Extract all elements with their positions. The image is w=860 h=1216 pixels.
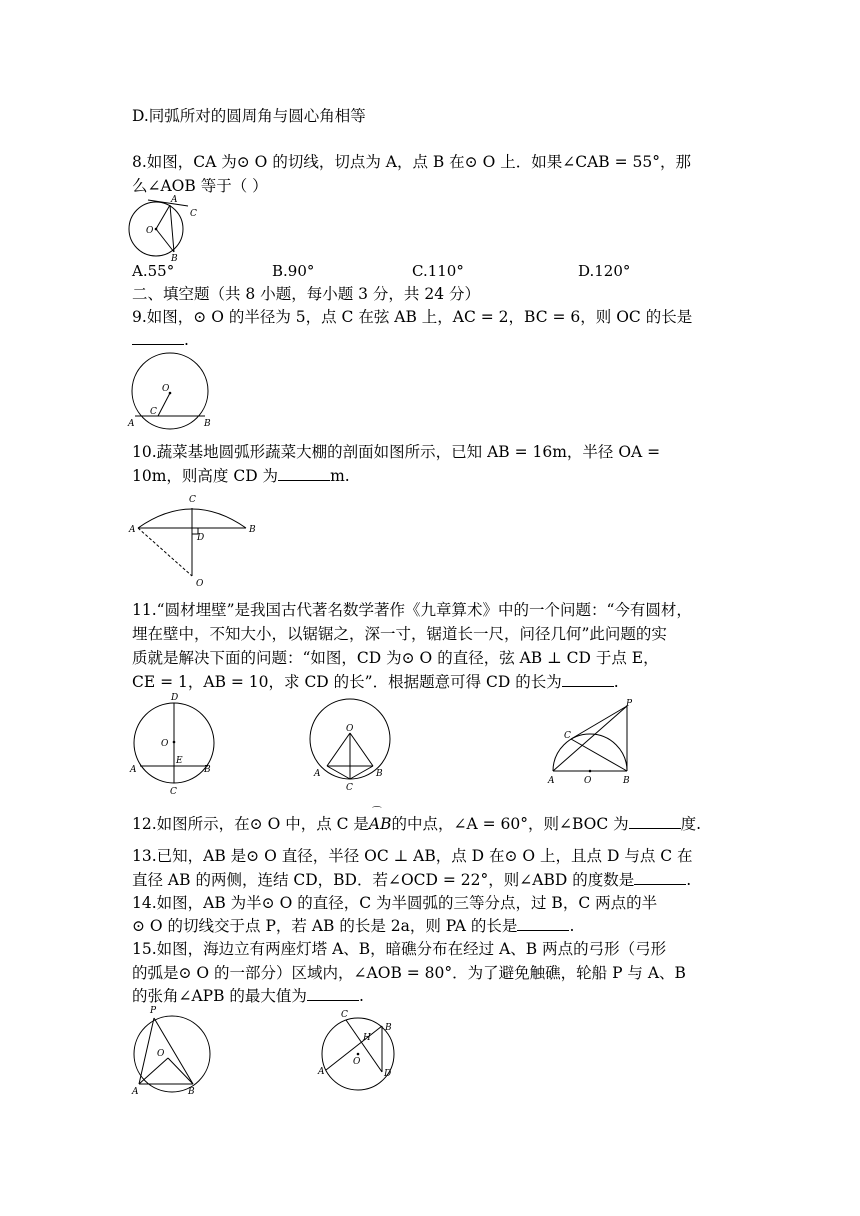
q14-text-line2: ⊙ O 的切线交于点 P，若 AB 的长是 2a，则 PA 的长是 . xyxy=(132,917,575,935)
q11-figure-2 xyxy=(302,696,397,796)
q11-fig1-label-a: A xyxy=(130,765,137,775)
q12-answer-blank[interactable] xyxy=(629,814,681,829)
q15-text-line2: 的弧是⊙ O 的一部分）区域内，∠AOB = 80°．为了避免触礁，轮船 P 与 A、B xyxy=(132,964,686,982)
q11-fig1-label-o: O xyxy=(161,739,169,749)
q10-label-b: B xyxy=(249,525,256,535)
q15-fig2-label-b: B xyxy=(385,1023,392,1033)
q9-label-b: B xyxy=(204,419,211,429)
q10-label-c: C xyxy=(189,495,196,505)
q15-fig2-label-d: D xyxy=(384,1069,392,1079)
q11-text-line1: 11.“圆材埋壁”是我国古代著名数学著作《九章算术》中的一个问题：“今有圆材， xyxy=(132,601,692,619)
q10-label-d: D xyxy=(197,533,205,543)
q11-text-line3: 质就是解决下面的问题：“如图，CD 为⊙ O 的直径，弦 AB ⊥ CD 于点 E， xyxy=(132,649,659,667)
q9-label-c: C xyxy=(150,407,157,417)
q15-fig2-label-o: O xyxy=(353,1057,361,1067)
q11-fig1-label-e: E xyxy=(176,756,183,766)
q10-label-a: A xyxy=(129,525,136,535)
q10-text-line2: 10m，则高度 CD 为 m. xyxy=(132,467,350,485)
q12-arc-ab: ⌒ AB xyxy=(368,807,392,833)
q11-fig1-label-c: C xyxy=(170,787,177,797)
q11-fig2-label-a: A xyxy=(314,769,321,779)
q11-text-line2: 埋在壁中，不知大小，以锯锯之，深一寸，锯道长一尺，问径几何”此问题的实 xyxy=(132,625,667,643)
q11-fig3-label-c: C xyxy=(564,731,571,741)
q11-fig3-label-o: O xyxy=(584,776,592,786)
q10-figure xyxy=(126,490,266,590)
q15-text-line3: 的张角∠APB 的最大值为 . xyxy=(132,987,364,1005)
q13-text-line1: 13.已知，AB 是⊙ O 直径，半径 OC ⊥ AB，点 D 在⊙ O 上，且点 D 与点 C 在 xyxy=(132,847,693,865)
q9-figure xyxy=(126,352,216,432)
q10-label-o: O xyxy=(196,579,204,589)
q8-label-o: O xyxy=(146,226,154,236)
q8-figure xyxy=(126,194,206,264)
q9-text-line1: 9.如图，⊙ O 的半径为 5，点 C 在弦 AB 上，AC = 2，BC = 6，则 OC 的长是 xyxy=(132,308,693,326)
q15-fig1-label-p: P xyxy=(150,1006,157,1016)
q11-fig1-label-d: D xyxy=(171,693,179,703)
q15-fig2-label-c: C xyxy=(341,1010,348,1020)
q9-answer-blank[interactable] xyxy=(132,330,184,345)
q8-option-c: C.110° xyxy=(412,262,464,280)
q11-figure-1 xyxy=(126,690,221,800)
q11-fig2-label-c: C xyxy=(346,783,353,793)
q11-text-line4: CE = 1，AB = 10，求 CD 的长”．根据题意可得 CD 的长为 . xyxy=(132,673,619,691)
q8-label-c: C xyxy=(190,209,197,219)
q15-answer-blank[interactable] xyxy=(307,986,359,1001)
q11-answer-blank[interactable] xyxy=(562,672,614,687)
q11-fig1-label-b: B xyxy=(204,765,211,775)
q9-text-line2: . xyxy=(132,330,189,350)
q11-fig3-label-a: A xyxy=(548,776,555,786)
q11-figure-3 xyxy=(544,698,644,788)
q14-answer-blank[interactable] xyxy=(517,916,569,931)
q15-figure-2 xyxy=(316,1008,406,1098)
q10-answer-blank[interactable] xyxy=(278,466,330,481)
q8-label-a: A xyxy=(171,195,178,205)
q7-option-d: D.同弧所对的圆周角与圆心角相等 xyxy=(132,107,366,125)
q15-fig1-label-a: A xyxy=(132,1087,139,1097)
q15-fig1-label-o: O xyxy=(157,1049,165,1059)
q8-label-b: B xyxy=(171,254,178,264)
q15-figure-1 xyxy=(126,1004,221,1099)
q12-text: 12.如图所示，在⊙ O 中，点 C 是 ⌒ AB的中点，∠A = 60°，则∠BOC 为 度. xyxy=(132,807,702,833)
q15-text-line1: 15.如图，海边立有两座灯塔 A、B，暗礁分布在经过 A、B 两点的弓形（弓形 xyxy=(132,940,667,958)
q8-text-line1: 8.如图，CA 为⊙ O 的切线，切点为 A，点 B 在⊙ O 上．如果∠CAB = 55°，那 xyxy=(132,153,691,171)
q15-fig2-label-h: H xyxy=(363,1033,371,1043)
q8-text-line2: 么∠AOB 等于（ ） xyxy=(132,177,268,195)
q10-text-line1: 10.蔬菜基地圆弧形蔬菜大棚的剖面如图所示，已知 AB = 16m，半径 OA = xyxy=(132,443,661,461)
q15-fig2-label-a: A xyxy=(318,1067,325,1077)
q13-answer-blank[interactable] xyxy=(634,870,686,885)
q11-fig3-label-b: B xyxy=(623,776,630,786)
q8-option-a: A.55° xyxy=(132,262,175,280)
q8-option-d: D.120° xyxy=(578,262,631,280)
q8-option-b: B.90° xyxy=(272,262,315,280)
q9-label-a: A xyxy=(128,419,135,429)
q14-text-line1: 14.如图，AB 为半⊙ O 的直径，C 为半圆弧的三等分点，过 B，C 两点的半 xyxy=(132,894,658,912)
q15-fig1-label-b: B xyxy=(188,1087,195,1097)
q11-fig2-label-o: O xyxy=(346,724,354,734)
q11-fig3-label-p: P xyxy=(626,699,633,709)
q11-fig2-label-b: B xyxy=(376,769,383,779)
section2-title: 二、填空题（共 8 小题，每小题 3 分，共 24 分） xyxy=(132,285,481,303)
q13-text-line2: 直径 AB 的两侧，连结 CD，BD．若∠OCD = 22°，则∠ABD 的度数是 . xyxy=(132,871,692,889)
q9-label-o: O xyxy=(162,384,170,394)
